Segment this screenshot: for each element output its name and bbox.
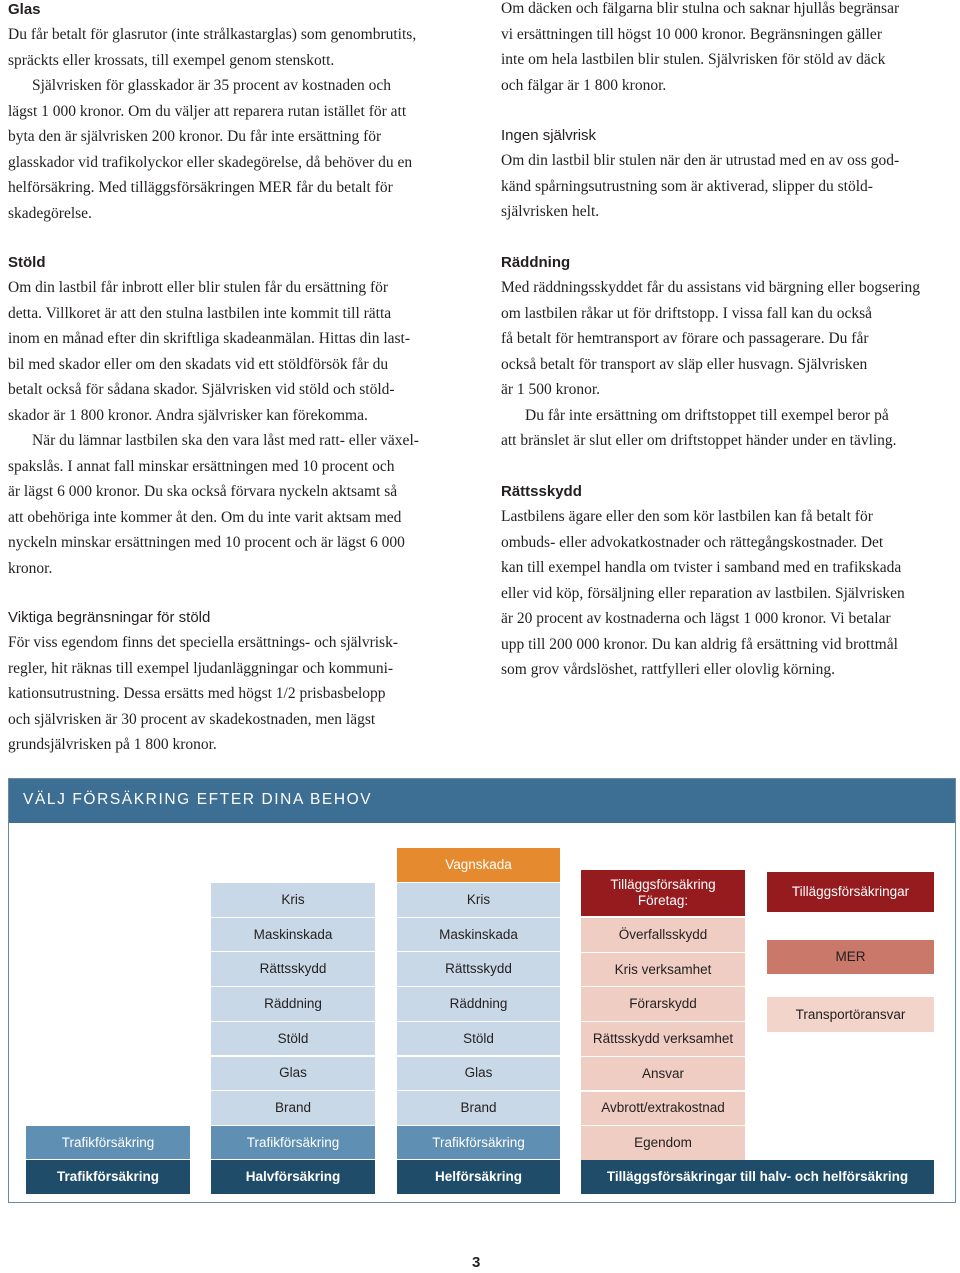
section-stold xyxy=(8,253,470,581)
heading-viktiga: Viktiga begränsningar för stöld xyxy=(8,609,211,626)
glas-paragraph-2 xyxy=(8,73,470,226)
text-line: Med räddningsskyddet får du assistans vid bärgning eller bogsering xyxy=(501,279,920,296)
col2-item: Kris xyxy=(211,883,375,917)
section-raddning xyxy=(501,253,956,454)
section-glas xyxy=(8,0,470,226)
text-line: inte om hela lastbilen blir stulen. Självrisken för stöld av däck xyxy=(501,51,886,68)
stold-paragraph-2 xyxy=(8,428,470,581)
col3-item: Kris xyxy=(397,883,560,917)
text-line: inom en månad efter din skriftliga skadeanmälan. Hittas din last- xyxy=(8,330,411,347)
col2-trafik: Trafikförsäkring xyxy=(211,1126,375,1159)
col1-trafik: Trafikförsäkring xyxy=(26,1126,190,1159)
col2-item: Räddning xyxy=(211,987,375,1021)
text-line: Om däcken och fälgarna blir stulna och saknar hjullås begränsar xyxy=(501,0,900,17)
text-line: upp till 200 000 kronor. Du kan aldrig få ersättning vid brottmål xyxy=(501,635,898,653)
footer-tillaggsforsakringar: Tilläggsförsäkringar till halv- och helförsäkring xyxy=(581,1160,934,1194)
text-line: få betalt för hemtransport av förare och passagerare. Du får xyxy=(501,330,869,347)
col2-item: Maskinskada xyxy=(211,918,375,952)
text-line: och självrisken är 30 procent av skadekostnaden, men lägst xyxy=(8,710,376,728)
text-line: att obehöriga inte kommer åt den. Om du inte varit aktsam med xyxy=(8,508,402,526)
text-line: När du lämnar lastbilen ska den vara låst med ratt- eller växel- xyxy=(32,432,419,449)
text-line: nyckeln minskar ersättningen med 10 procent och är lägst 6 000 xyxy=(8,534,405,551)
text-line: spakslås. I annat fall minskar ersättningen med 10 procent och xyxy=(8,457,395,475)
col5-header: Tilläggsförsäkringar xyxy=(767,872,934,912)
ingen-paragraph xyxy=(501,148,956,225)
col4-header-line2: Företag: xyxy=(637,893,689,908)
glas-paragraph-1 xyxy=(8,22,470,73)
text-line: Du får inte ersättning om driftstoppet till exempel beror på xyxy=(525,406,889,424)
text-line: Om din lastbil får inbrott eller blir stulen får du ersättning för xyxy=(8,279,389,296)
col2-item: Brand xyxy=(211,1091,375,1125)
col2-item: Stöld xyxy=(211,1022,375,1056)
col4-item: Rättsskydd verksamhet xyxy=(581,1022,745,1056)
section-ingen-sjalvrisk xyxy=(501,126,956,225)
heading-stold: Stöld xyxy=(8,254,46,271)
heading-glas: Glas xyxy=(8,1,41,18)
col3-item: Stöld xyxy=(397,1022,560,1056)
col3-item: Rättsskydd xyxy=(397,952,560,986)
col3-item: Maskinskada xyxy=(397,918,560,952)
col3-trafik: Trafikförsäkring xyxy=(397,1126,560,1159)
heading-rattsskydd: Rättsskydd xyxy=(501,483,582,500)
text-line: är 1 500 kronor. xyxy=(501,381,601,398)
raddning-paragraph-2 xyxy=(501,403,956,454)
col4-header-line1: Tilläggsförsäkring xyxy=(610,877,716,892)
rattsskydd-paragraph xyxy=(501,504,956,683)
text-line: känd spårningsutrustning som är aktiverad, slipper du stöld- xyxy=(501,177,873,195)
text-line: bil med skador eller om den skadats vid ett stöldförsök får du xyxy=(8,355,389,373)
text-line: är lägst 6 000 kronor. Du ska också förvara nyckeln aktsamt så xyxy=(8,483,398,500)
text-line: Om din lastbil blir stulen när den är utrustad med en av oss god- xyxy=(501,152,900,169)
text-line: kronor. xyxy=(8,559,53,577)
text-line: För viss egendom finns det speciella ersättnings- och självrisk- xyxy=(8,634,399,651)
text-line: grundsjälvrisken på 1 800 kronor. xyxy=(8,736,217,753)
section-rattsskydd xyxy=(501,482,956,683)
text-line: skador är 1 800 kronor. Andra självrisker kan förekomma. xyxy=(8,406,368,424)
col4-item: Kris verksamhet xyxy=(581,953,745,987)
heading-raddning: Räddning xyxy=(501,254,571,271)
dack-paragraph xyxy=(501,0,899,98)
text-line: Du får betalt för glasrutor (inte strålkastarglas) som genombrutits, xyxy=(8,26,417,43)
text-line: regler, hit räknas till exempel ljudanläggningar och kommuni- xyxy=(8,659,394,677)
viktiga-paragraph xyxy=(8,630,470,758)
col4-item: Förarskydd xyxy=(581,987,745,1021)
col2-item: Rättsskydd xyxy=(211,952,375,986)
col1-footer-trafikforsakring: Trafikförsäkring xyxy=(26,1160,190,1194)
text-line: glasskador vid trafikolyckor eller skadegörelse, då behöver du en xyxy=(8,153,413,171)
col4-header xyxy=(581,870,745,916)
col3-footer-helforsakring: Helförsäkring xyxy=(397,1160,560,1194)
text-line: kationsutrustning. Dessa ersätts med högst 1/2 prisbasbelopp xyxy=(8,685,386,702)
text-line: som grov vårdslöshet, rattfylleri eller olovlig körning. xyxy=(501,661,836,678)
text-line: Självrisken för glasskador är 35 procent av kostnaden och xyxy=(32,77,391,94)
text-line: att bränslet är slut eller om driftstoppet händer under en tävling. xyxy=(501,432,897,449)
text-line: och fälgar är 1 800 kronor. xyxy=(501,76,667,94)
page-number: 3 xyxy=(472,1254,481,1271)
col2-item: Glas xyxy=(211,1057,375,1091)
text-line: ombuds- eller advokatkostnader och rättegångskostnader. Det xyxy=(501,533,884,551)
text-line: Lastbilens ägare eller den som kör lastbilen kan få betalt för xyxy=(501,508,873,525)
col4-item: Avbrott/extrakostnad xyxy=(581,1092,745,1126)
col3-item: Räddning xyxy=(397,987,560,1021)
text-line: detta. Villkoret är att den stulna lastbilen inte kommit till rätta xyxy=(8,304,392,322)
text-line: lägst 1 000 kronor. Om du väljer att reparera rutan istället för att xyxy=(8,102,407,120)
text-line: om lastbilen råkar ut för driftstopp. I vissa fall kan du också xyxy=(501,304,873,322)
section-viktiga xyxy=(8,608,470,758)
col3-vagnskada: Vagnskada xyxy=(397,848,560,882)
col5-transportoransvar: Transportöransvar xyxy=(767,997,934,1032)
text-line: skadegörelse. xyxy=(8,204,92,222)
panel-title: VÄLJ FÖRSÄKRING EFTER DINA BEHOV xyxy=(23,791,373,808)
section-dack xyxy=(501,0,956,94)
col5-mer: MER xyxy=(767,940,934,974)
text-line: byta den är självrisken 200 kronor. Du får inte ersättning för xyxy=(8,128,382,145)
heading-ingen-sjalvrisk: Ingen självrisk xyxy=(501,127,597,144)
stold-paragraph-1 xyxy=(8,275,470,428)
col4-item: Ansvar xyxy=(581,1057,745,1091)
text-line: självrisken helt. xyxy=(501,203,600,220)
panel-header xyxy=(9,779,955,823)
col4-item: Överfallsskydd xyxy=(581,918,745,952)
text-line: eller vid köp, försäljning eller reparation av lastbilen. Självrisken xyxy=(501,584,905,602)
text-line: är 20 procent av kostnaderna och lägst 1 000 kronor. Vi betalar xyxy=(501,610,891,627)
text-line: spräckts eller krossats, till exempel genom stenskott. xyxy=(8,51,335,69)
col3-item: Brand xyxy=(397,1091,560,1125)
text-line: kan till exempel handla om tvister i samband med en trafikskada xyxy=(501,559,902,576)
col4-item: Egendom xyxy=(581,1126,745,1160)
insurance-chooser-panel xyxy=(8,778,956,1203)
text-line: också betalt för transport av släp eller husvagn. Självrisken xyxy=(501,355,868,373)
raddning-paragraph-1 xyxy=(501,275,956,403)
col2-footer-halvforsakring: Halvförsäkring xyxy=(211,1160,375,1194)
text-line: helförsäkring. Med tilläggsförsäkringen MER får du betalt för xyxy=(8,179,393,196)
text-line: vi ersättningen till högst 10 000 kronor. Begränsningen gäller xyxy=(501,25,882,43)
col3-item: Glas xyxy=(397,1057,560,1091)
text-line: betalt också för sådana skador. Självrisken vid stöld och stöld- xyxy=(8,381,395,398)
